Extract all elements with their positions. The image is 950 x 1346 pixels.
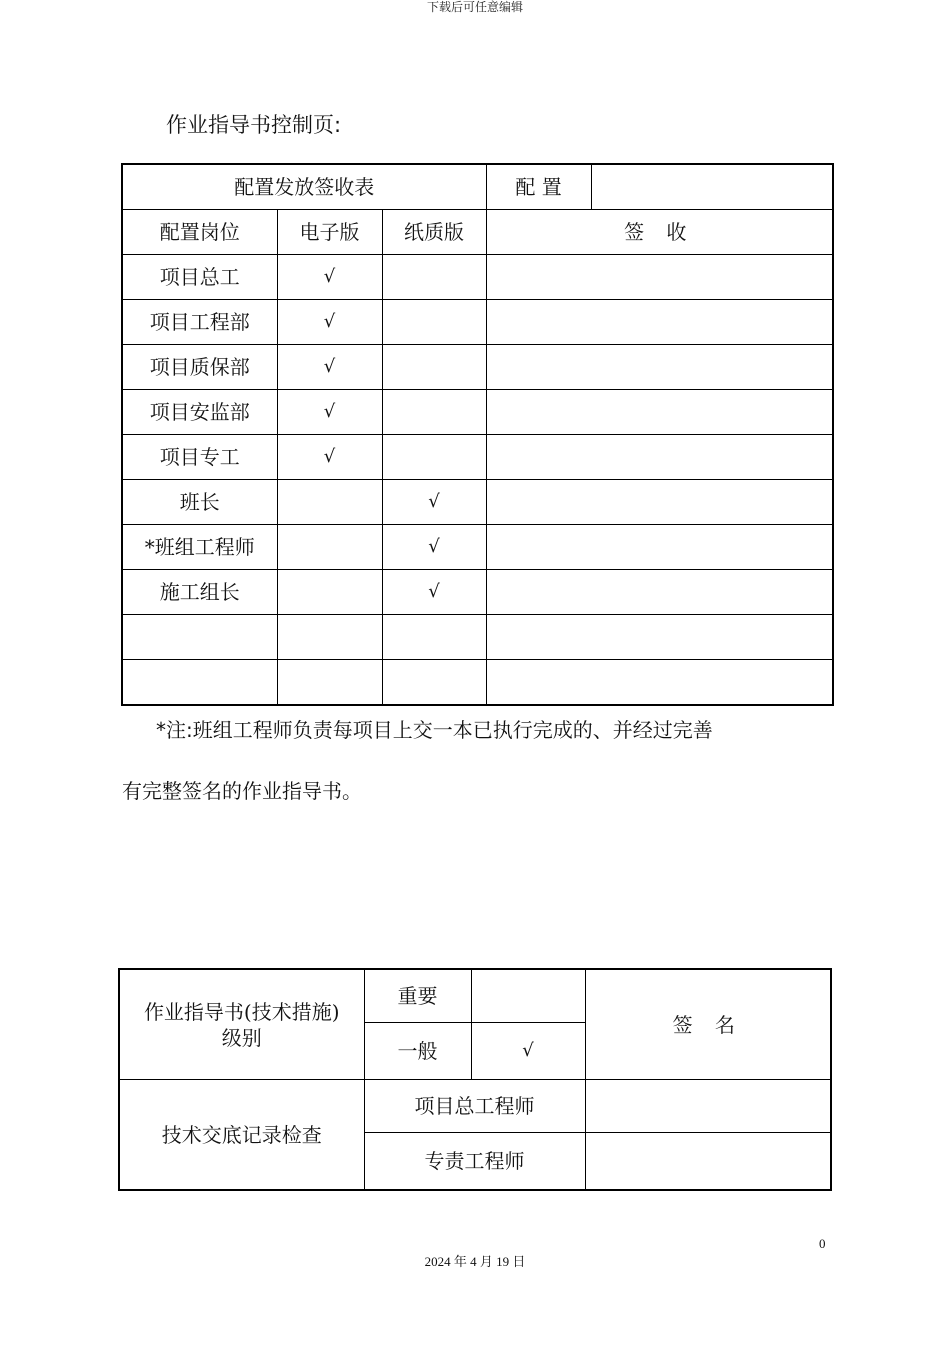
row-position: 施工组长: [122, 570, 277, 615]
row-electronic-check: √: [277, 390, 382, 435]
row-position: [122, 660, 277, 706]
row-sign: [486, 345, 833, 390]
col-header-paper: 纸质版: [382, 210, 486, 255]
general-label: 一般: [364, 1023, 471, 1080]
row-sign: [486, 390, 833, 435]
table-row: [122, 255, 833, 300]
row-paper-check: [382, 435, 486, 480]
row-sign: [486, 480, 833, 525]
table-row: [122, 345, 833, 390]
row-electronic-check: [277, 660, 382, 706]
distribution-table-title: 配置发放签收表: [122, 164, 486, 210]
row-paper-check: [382, 345, 486, 390]
row-paper-check: √: [382, 480, 486, 525]
config-label: 配 置: [486, 164, 591, 210]
check-label: 技术交底记录检查: [119, 1080, 364, 1191]
note-line-2: 有完整签名的作业指导书。: [122, 779, 362, 803]
row-sign: [486, 435, 833, 480]
row-sign: [486, 660, 833, 706]
level-sign-table: [118, 968, 832, 1191]
row-sign: [486, 525, 833, 570]
table-row: [122, 480, 833, 525]
row-paper-check: √: [382, 525, 486, 570]
row-paper-check: [382, 300, 486, 345]
row-electronic-check: [277, 525, 382, 570]
row-electronic-check: [277, 615, 382, 660]
row-position: 项目总工: [122, 255, 277, 300]
table-row: [122, 660, 833, 706]
row-electronic-check: √: [277, 345, 382, 390]
header-note: 下载后可任意编辑: [426, 0, 523, 14]
row-sign: [486, 300, 833, 345]
footer-date: 2024 年 4 月 19 日: [424, 1254, 526, 1269]
table-row: [122, 615, 833, 660]
row-electronic-check: √: [277, 435, 382, 480]
table-row: [122, 390, 833, 435]
row-paper-check: [382, 660, 486, 706]
sign-label-cell: [585, 969, 831, 1080]
chief-engineer-value: [585, 1080, 831, 1133]
general-value: √: [471, 1023, 585, 1080]
page-number: 0: [819, 1236, 826, 1251]
row-position: *班组工程师: [122, 525, 277, 570]
row-paper-check: [382, 615, 486, 660]
chief-engineer-label: 项目总工程师: [364, 1080, 585, 1133]
row-position: 项目专工: [122, 435, 277, 480]
row-position: 项目质保部: [122, 345, 277, 390]
level-label: 作业指导书(技术措施)级别: [119, 969, 364, 1080]
row-electronic-check: [277, 570, 382, 615]
row-paper-check: √: [382, 570, 486, 615]
col-header-sign: 签 收: [486, 210, 833, 255]
row-sign: [486, 570, 833, 615]
note-line-1: *注:班组工程师负责每项目上交一本已执行完成的、并经过完善: [156, 718, 713, 742]
row-sign: [486, 255, 833, 300]
important-label: 重要: [364, 969, 471, 1023]
row-paper-check: [382, 390, 486, 435]
row-electronic-check: √: [277, 300, 382, 345]
row-electronic-check: √: [277, 255, 382, 300]
col-header-position: 配置岗位: [122, 210, 277, 255]
row-position: 班长: [122, 480, 277, 525]
responsible-engineer-value: [585, 1133, 831, 1191]
distribution-sign-table: [121, 163, 834, 706]
table-row: [122, 570, 833, 615]
table-row: [122, 435, 833, 480]
responsible-engineer-label: 专责工程师: [364, 1133, 585, 1191]
row-position: 项目工程部: [122, 300, 277, 345]
table-row: [122, 525, 833, 570]
row-position: [122, 615, 277, 660]
page-title: 作业指导书控制页:: [166, 113, 342, 137]
row-paper-check: [382, 255, 486, 300]
config-value: [591, 164, 833, 210]
table-row: [122, 300, 833, 345]
important-value: [471, 969, 585, 1023]
row-position: 项目安监部: [122, 390, 277, 435]
row-sign: [486, 615, 833, 660]
row-electronic-check: [277, 480, 382, 525]
col-header-electronic: 电子版: [277, 210, 382, 255]
sign-label: 签 名: [672, 1012, 743, 1037]
